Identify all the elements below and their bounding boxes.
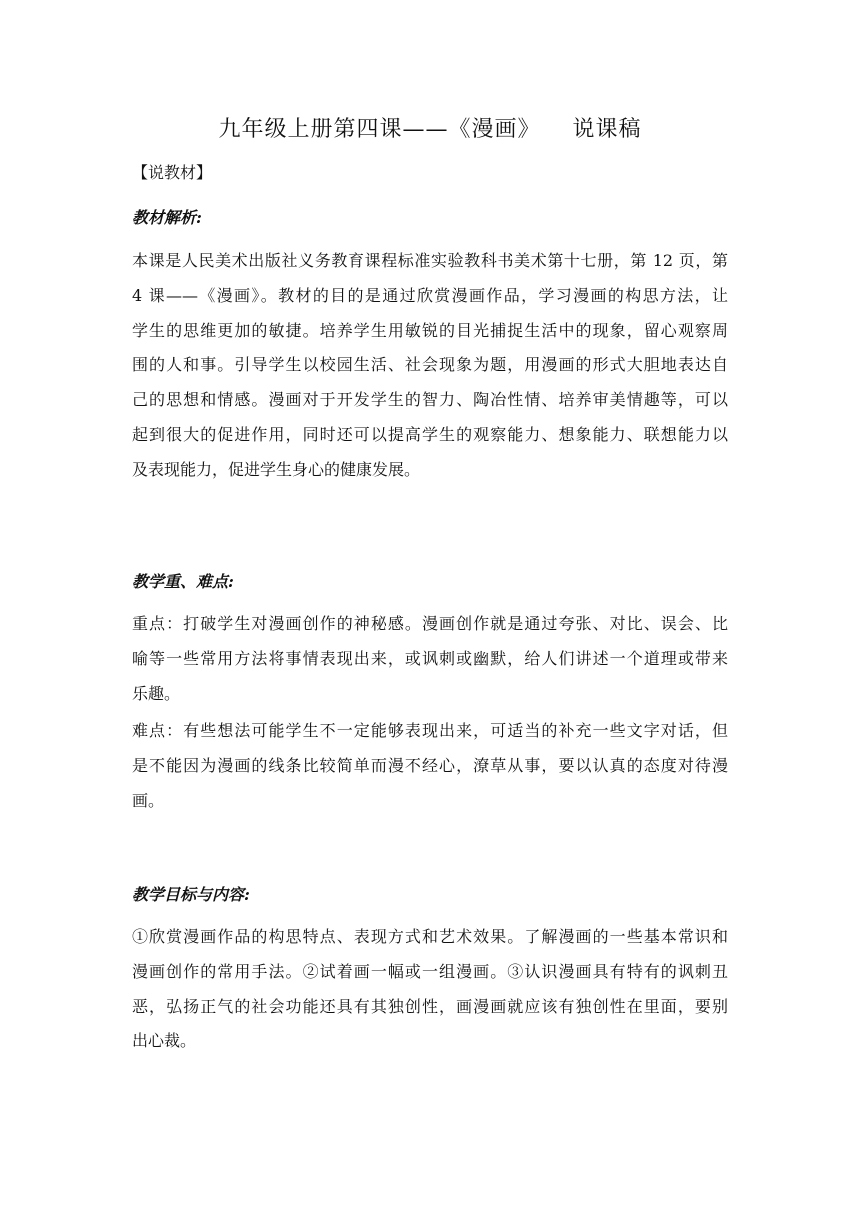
difficulty-paragraph — [132, 714, 728, 818]
analysis-line: 及表现能力，促进学生身心的健康发展。 — [132, 459, 421, 479]
key-point-line: 喻等一些常用方法将事情表现出来，或讽刺或幽默，给人们讲述一个道理或带来 — [132, 648, 728, 668]
heading-key-points: 教学重、难点: — [132, 572, 234, 591]
key-point-paragraph — [132, 607, 728, 711]
objective-line: 漫画创作的常用手法。②试着画一幅或一组漫画。③认识漫画具有特有的讽刺丑 — [132, 961, 728, 981]
analysis-line: 己的思想和情感。漫画对于开发学生的智力、陶冶性情、培养审美情趣等，可以 — [132, 390, 728, 410]
analysis-line: 起到很大的促进作用，同时还可以提高学生的观察能力、想象能力、联想能力以 — [132, 424, 728, 444]
key-point-line: 乐趣。 — [132, 683, 181, 703]
analysis-line: 本课是人民美术出版社义务教育课程标准实验教科书美术第十七册，第 12 页，第 — [132, 251, 728, 270]
difficulty-line: 难点：有些想法可能学生不一定能够表现出来，可适当的补充一些文字对话，但 — [132, 721, 728, 740]
objective-line: 恶，弘扬正气的社会功能还具有其独创性，画漫画就应该有独创性在里面，要别 — [132, 996, 728, 1016]
heading-objectives: 教学目标与内容: — [132, 885, 250, 904]
analysis-paragraph — [132, 244, 728, 488]
difficulty-line: 是不能因为漫画的线条比较简单而漫不经心，潦草从事，要以认真的态度对待漫 — [132, 755, 728, 775]
difficulty-line: 画。 — [132, 790, 165, 810]
objective-line: 出心裁。 — [132, 1031, 197, 1051]
analysis-line: 4 课——《漫画》。教材的目的是通过欣赏漫画作品，学习漫画的构思方法，让 — [132, 285, 728, 305]
analysis-line: 学生的思维更加的敏捷。培养学生用敏锐的目光捕捉生活中的现象，留心观察周 — [132, 320, 728, 340]
document-title: 九年级上册第四课——《漫画》 说课稿 — [218, 117, 642, 142]
heading-analysis: 教材解析: — [132, 208, 202, 227]
section-tag: 【说教材】 — [132, 163, 213, 182]
analysis-line: 围的人和事。引导学生以校园生活、社会现象为题，用漫画的形式大胆地表达自 — [132, 355, 728, 375]
objective-paragraph — [132, 920, 728, 1059]
objective-line: ①欣赏漫画作品的构思特点、表现方式和艺术效果。了解漫画的一些基本常识和 — [132, 927, 728, 946]
key-point-line: 重点：打破学生对漫画创作的神秘感。漫画创作就是通过夸张、对比、误会、比 — [132, 614, 728, 633]
